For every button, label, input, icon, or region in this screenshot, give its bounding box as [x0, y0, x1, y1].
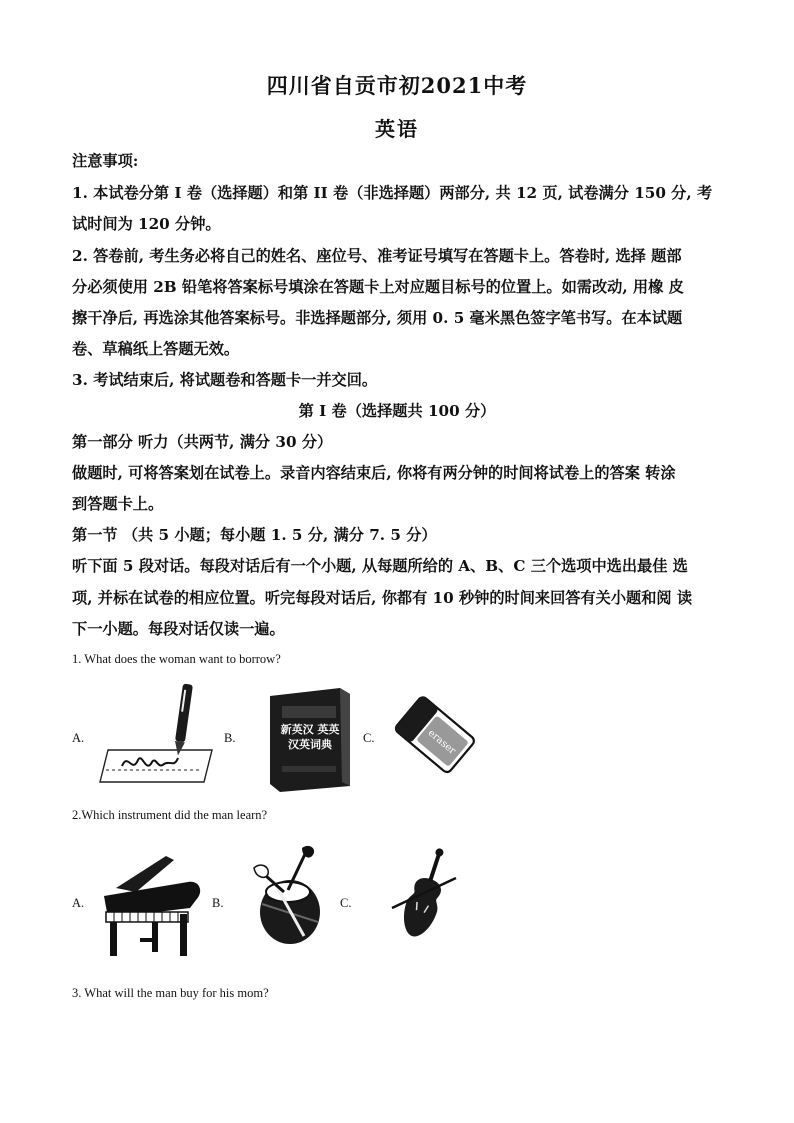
part-description: 做题时, 可将答案划在试卷上。录音内容结束后, 你将有两分钟的时间将试卷上的答案 转涂: [72, 464, 676, 482]
page-subtitle: 英语: [375, 117, 419, 141]
dictionary-title-line: 新英汉 英英: [280, 723, 340, 736]
question-3-text: 3. What will the man buy for his mom?: [72, 986, 269, 1000]
eraser-icon: [384, 688, 482, 786]
notes-line: 3. 考试结束后, 将试题卷和答题卡一并交回。: [72, 371, 378, 389]
subsection-description: 项, 并标在试卷的相应位置。听完每段对话后, 你都有 10 秒钟的时间来回答有关小题和阅 读: [72, 589, 693, 607]
section-title: 第 I 卷（选择题共 100 分）: [298, 402, 496, 420]
notes-line: 2. 答卷前, 考生务必将自己的姓名、座位号、准考证号填写在答题卡上。答卷时, 选择 题部: [72, 247, 682, 265]
option-a-label: A.: [72, 896, 85, 910]
option-b-label: B.: [224, 731, 236, 745]
dictionary-title-line: 汉英词典: [288, 738, 332, 751]
notes-line: 试时间为 120 分钟。: [72, 215, 221, 233]
dictionary-icon: [262, 686, 358, 792]
subsection-description: 听下面 5 段对话。每段对话后有一个小题, 从每题所给的 A、B、C 三个选项中选出最佳 选: [72, 557, 688, 575]
violin-icon: [382, 842, 466, 958]
option-c-label: C.: [340, 896, 352, 910]
pen-icon: [92, 680, 220, 792]
notes-line: 分必须使用 2B 铅笔将答案标号填涂在答题卡上对应题目标号的位置上。如需改动, 用橡 皮: [72, 278, 684, 296]
question-2-text: 2.Which instrument did the man learn?: [72, 808, 268, 822]
option-b-label: B.: [212, 896, 224, 910]
question-1-text: 1. What does the woman want to borrow?: [72, 652, 281, 666]
subsection-heading: 第一节 （共 5 小题；每小题 1. 5 分, 满分 7. 5 分）: [72, 526, 437, 544]
option-a-label: A.: [72, 731, 85, 745]
eraser-label: eraser: [425, 727, 458, 757]
part-heading: 第一部分 听力（共两节, 满分 30 分）: [72, 433, 333, 451]
page-title: 四川省自贡市初2021中考: [266, 73, 528, 98]
notes-line: 1. 本试卷分第 I 卷（选择题）和第 II 卷（非选择题）两部分, 共 12 页, 试卷满分 150 分, 考: [72, 184, 713, 202]
notes-line: 卷、草稿纸上答题无效。: [72, 340, 240, 358]
drum-icon: [248, 842, 332, 950]
notes-line: 擦干净后, 再选涂其他答案标号。非选择题部分, 须用 0. 5 毫米黑色签字笔书写。在本试题: [72, 309, 683, 327]
option-c-label: C.: [363, 731, 375, 745]
part-description: 到答题卡上。: [72, 495, 164, 513]
piano-icon: [96, 852, 208, 962]
notes-heading: 注意事项:: [72, 152, 139, 170]
subsection-description: 下一小题。每段对话仅读一遍。: [72, 620, 285, 638]
